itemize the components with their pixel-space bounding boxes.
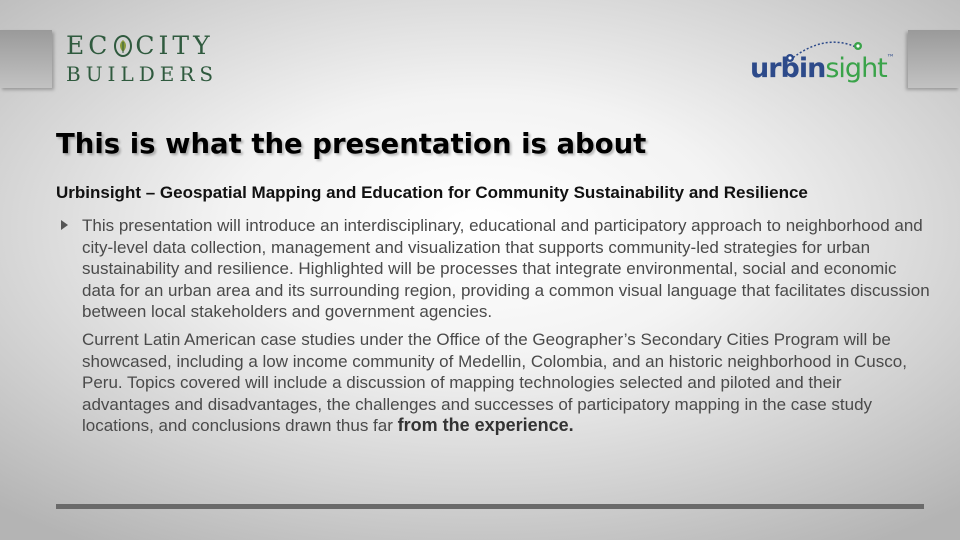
body-paragraph-2 [82, 329, 932, 437]
body-paragraph-2-main: Current Latin American case studies under the Office of the Geographer’s Secondary Cities Program will be showcased, including a low income community of Medellin, Colombia, and an historic neighborhood in Cusco, Peru. Topics covered will include a discussion of mapping technologies selected and piloted and their advantages and disadvantages, the challenges and successes of participatory mapping in the case study locations, and conclusions drawn thus far [82, 329, 907, 436]
slide-title: This is what the presentation is about [56, 128, 647, 160]
ecocity-logo-subtext: BUILDERS [66, 62, 219, 86]
slide-subtitle: Urbinsight – Geospatial Mapping and Education for Community Sustainability and Resilience [56, 183, 808, 202]
urbinsight-logo [750, 38, 900, 88]
leaf-o-icon [113, 34, 133, 58]
corner-tab-left [0, 30, 52, 88]
urbinsight-wordmark: urbinsight™ [750, 53, 894, 84]
body-paragraph-1: This presentation will introduce an interdisciplinary, educational and participatory approach to neighborhood and city-level data collection, management and visualization that supports community-led strategies for urban sustainability and resilience. Highlighted will be processes that integrate environmental, social and economic data for an urban area and its surrounding region, providing a common visual language that facilitates discussion between local stakeholders and government agencies. [82, 216, 930, 322]
ecocity-builders-logo [66, 33, 218, 84]
body-paragraph-2-emphasis: from the experience. [397, 415, 574, 436]
corner-tab-right [908, 30, 960, 88]
ecocity-logo-text-left: EC [66, 31, 112, 60]
ecocity-logo-text-right: CITY [135, 31, 214, 60]
bottom-divider-bar [56, 504, 924, 509]
slide-body [82, 215, 932, 443]
triangle-bullet-icon [61, 220, 68, 230]
